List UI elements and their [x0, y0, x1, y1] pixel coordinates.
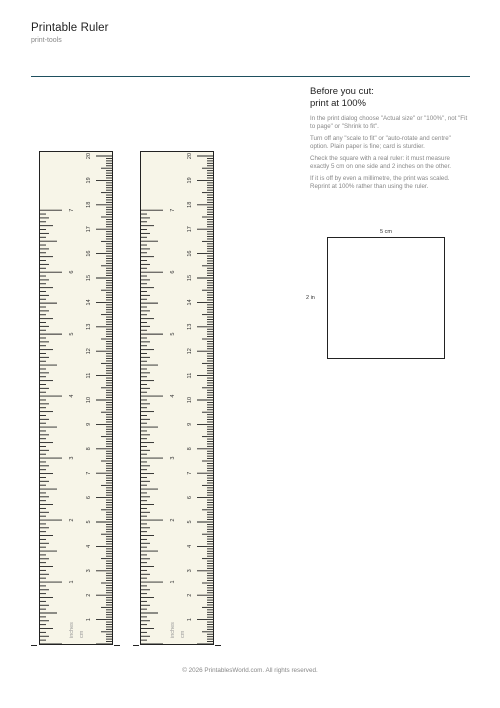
cut-mark-left	[31, 645, 37, 646]
cm-number-label: 8	[86, 447, 92, 451]
cm-number-label: 20	[187, 152, 193, 160]
cm-number-label: 4	[86, 544, 92, 548]
cm-number-label: 2	[86, 593, 92, 597]
inches-unit-label: inches	[170, 622, 176, 638]
cm-number-label: 19	[187, 177, 193, 184]
inch-number-label: 3	[170, 456, 176, 460]
inch-number-label: 3	[69, 456, 75, 460]
cm-number-label: 16	[187, 250, 193, 257]
page-header	[31, 22, 109, 44]
inch-number-label: 5	[170, 332, 176, 336]
inch-number-label: 4	[170, 394, 176, 398]
cm-number-label: 11	[86, 372, 92, 379]
instructions-heading	[310, 86, 470, 110]
inch-number-label: 4	[69, 394, 75, 398]
cm-unit-label: cm	[79, 630, 85, 638]
copyright-footer: © 2026 PrintablesWorld.com. All rights reserved.	[182, 667, 318, 674]
print-instructions	[310, 86, 470, 195]
cm-number-label: 14	[187, 299, 193, 306]
inch-number-label: 2	[69, 518, 75, 522]
cm-number-label: 17	[187, 226, 193, 233]
ruler-strip-2	[140, 151, 214, 645]
cm-number-label: 1	[187, 618, 193, 622]
page-subtitle: print-tools	[31, 37, 62, 44]
instruction-paragraph: Turn off any "scale to fit" or "auto-rotate and centre" option. Plain paper is fine; card is sturdier.	[310, 135, 451, 150]
square-width-label: 5 cm	[380, 229, 392, 235]
cm-number-label: 4	[187, 544, 193, 548]
inch-number-label: 1	[170, 580, 176, 584]
cm-number-label: 6	[86, 496, 92, 500]
cm-number-label: 19	[86, 177, 92, 184]
inch-number-label: 6	[69, 270, 75, 274]
cm-number-label: 5	[86, 520, 92, 524]
cut-mark-mid-2	[133, 645, 139, 646]
heading-line-2: print at 100%	[310, 98, 366, 109]
cm-number-label: 2	[187, 593, 193, 597]
cm-number-label: 16	[86, 250, 92, 257]
instruction-paragraph: In the print dialog choose "Actual size" or "100%", not "Fit to page" or "Shrink to fit".	[310, 115, 468, 130]
ruler-scale-1	[40, 152, 113, 645]
cm-number-label: 18	[86, 201, 92, 208]
inch-number-label: 1	[69, 580, 75, 584]
cut-mark-right	[215, 645, 221, 646]
cm-number-label: 10	[86, 396, 92, 404]
square-height-label: 2 in	[306, 295, 315, 301]
ruler-strip-1	[39, 151, 113, 645]
cm-number-label: 7	[86, 471, 92, 475]
cm-number-label: 6	[187, 496, 193, 500]
cm-number-label: 3	[187, 569, 193, 573]
instruction-paragraph: If it is off by even a millimetre, the print was scaled. Reprint at 100% rather than using the ruler.	[310, 175, 450, 190]
calibration-square	[327, 237, 445, 359]
cm-number-label: 11	[187, 372, 193, 379]
cm-number-label: 20	[86, 152, 92, 160]
cm-number-label: 15	[86, 274, 92, 282]
inch-number-label: 2	[170, 518, 176, 522]
inches-unit-label: inches	[69, 622, 75, 638]
cm-number-label: 12	[187, 348, 193, 355]
inch-number-label: 5	[69, 332, 75, 336]
cm-number-label: 14	[86, 299, 92, 306]
instruction-paragraph: Check the square with a real ruler: it must measure exactly 5 cm on one side and 2 inches on the other.	[310, 155, 452, 170]
cm-number-label: 15	[187, 274, 193, 282]
ruler-scale-2	[141, 152, 214, 645]
cm-number-label: 7	[187, 471, 193, 475]
cm-number-label: 9	[86, 422, 92, 426]
inch-number-label: 7	[170, 208, 176, 212]
inch-number-label: 6	[170, 270, 176, 274]
cm-number-label: 8	[187, 447, 193, 451]
inch-number-label: 7	[69, 208, 75, 212]
cm-number-label: 9	[187, 422, 193, 426]
page-title: Printable Ruler	[31, 22, 109, 34]
cm-number-label: 5	[187, 520, 193, 524]
cm-number-label: 13	[86, 323, 92, 330]
header-divider	[31, 76, 470, 77]
cm-unit-label: cm	[180, 630, 186, 638]
cm-number-label: 17	[86, 226, 92, 233]
cm-number-label: 13	[187, 323, 193, 330]
cm-number-label: 10	[187, 396, 193, 404]
cm-number-label: 12	[86, 348, 92, 355]
heading-line-1: Before you cut:	[310, 86, 374, 97]
cut-mark-mid-1	[114, 645, 120, 646]
cm-number-label: 18	[187, 201, 193, 208]
cm-number-label: 3	[86, 569, 92, 573]
cm-number-label: 1	[86, 618, 92, 622]
